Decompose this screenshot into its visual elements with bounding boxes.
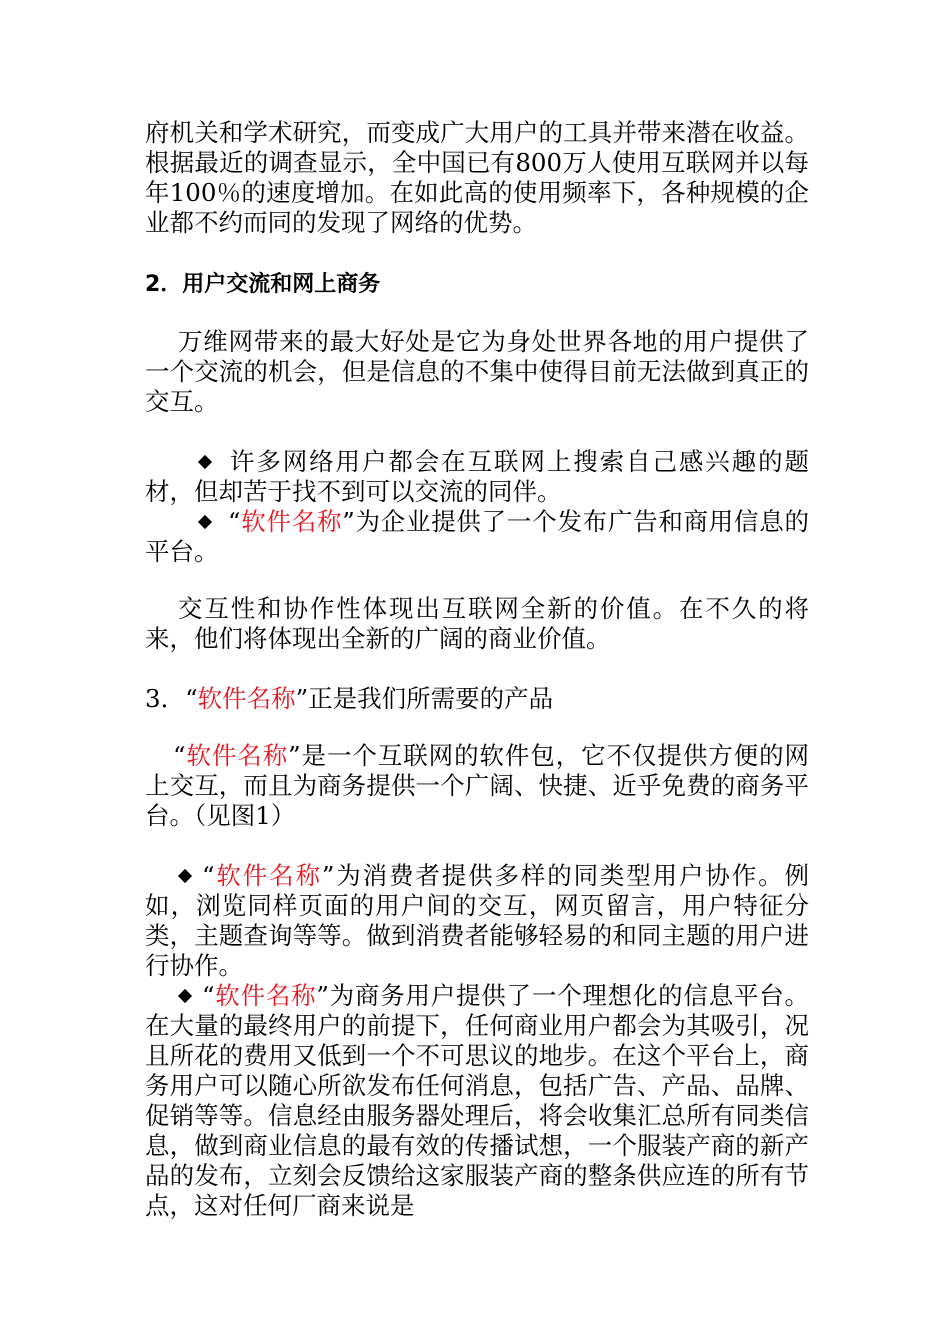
heading-prefix: 3．“: [145, 684, 198, 713]
spacer: [145, 300, 809, 327]
intro-paragraph: 府机关和学术研究，而变成广大用户的工具并带来潜在收益。根据最近的调查显示，全中国已有800万人使用互联网并以每年100％的速度增加。在如此高的使用频率下，各种规模的企业都不约而同的发现了网络的优势。: [145, 118, 809, 237]
paragraph-rest: ”是一个互联网的软件包，它不仅提供方便的网上交互，而且为商务提供一个广阔、快捷、近乎免费的商务平台。（见图1）: [145, 741, 809, 830]
quote-open: “: [202, 981, 215, 1010]
software-name: 软件名称: [240, 507, 343, 536]
section-3-heading: [145, 684, 809, 714]
diamond-bullet-icon: [178, 988, 192, 1002]
spacer: [145, 567, 809, 594]
quote-open: “: [202, 861, 215, 890]
software-name: 软件名称: [185, 741, 289, 770]
spacer: [145, 238, 809, 270]
software-name: 软件名称: [214, 981, 317, 1010]
section-2-bullet-1: [145, 447, 809, 507]
section-2-bullet-2: [145, 507, 809, 567]
quote-open: “: [228, 507, 241, 536]
bullet-text: ”为商务用户提供了一个理想化的信息平台。在大量的最终用户的前提下，任何商业用户都会为其吸引，况且所花的费用又低到一个不可思议的地步。在这个平台上，商务用户可以随心所欲发布任何消息，包括广告、产品、品牌、促销等等。信息经由服务器处理后，将会收集汇总所有同类信息，做到商业信息的最有效的传播试想，一个服装产商的新产品的发布，立刻会反馈给这家服装产商的整条供应连的所有节点，这对任何厂商来说是: [145, 981, 809, 1220]
document-page: [145, 118, 809, 1221]
section-3-bullet-1: [145, 861, 809, 981]
spacer: [145, 714, 809, 741]
section-3-bullet-2: [145, 981, 809, 1221]
software-name: 软件名称: [197, 684, 296, 713]
diamond-bullet-icon: [198, 514, 212, 528]
spacer: [145, 654, 809, 684]
diamond-bullet-icon: [198, 454, 212, 468]
section-2-heading: 2．用户交流和网上商务: [145, 272, 381, 297]
bullet-text: ”为消费者提供多样的同类型用户协作。例如，浏览同样页面的用户间的交互，网页留言，用户特征分类，主题查询等等。做到消费者能够轻易的和同主题的用户进行协作。: [145, 861, 810, 980]
section-3-paragraph: [145, 741, 809, 831]
spacer: [145, 831, 809, 861]
software-name: 软件名称: [214, 861, 322, 890]
bullet-text: 许多网络用户都会在互联网上搜索自己感兴趣的题材，但却苦于找不到可以交流的同伴。: [145, 447, 809, 506]
section-2-paragraph-2: 交互性和协作性体现出互联网全新的价值。在不久的将来，他们将体现出全新的广阔的商业价值。: [145, 594, 809, 653]
quote-open: “: [173, 741, 186, 770]
spacer: [145, 417, 809, 447]
section-2-paragraph-1: 万维网带来的最大好处是它为身处世界各地的用户提供了一个交流的机会，但是信息的不集中使得目前无法做到真正的交互。: [145, 327, 809, 416]
heading-rest: ”正是我们所需要的产品: [295, 684, 554, 713]
diamond-bullet-icon: [178, 868, 192, 882]
bullet-text: ”为企业提供了一个发布广告和商用信息的平台。: [145, 507, 809, 566]
